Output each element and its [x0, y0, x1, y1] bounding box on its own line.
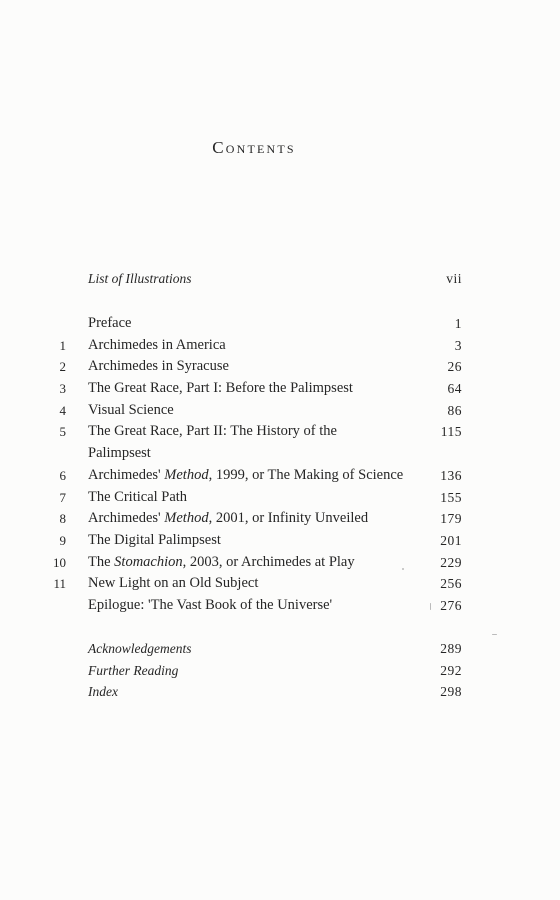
toc-entry-page: 201: [440, 532, 462, 548]
toc-entry: [52, 268, 462, 290]
toc-entry-title: Acknowledgements: [88, 641, 192, 656]
scan-speck: [402, 568, 404, 570]
toc-entry-title: The Great Race, Part I: Before the Palimpsest: [88, 380, 353, 397]
toc-entry: [52, 313, 462, 335]
toc-entry: [52, 378, 462, 400]
toc-entry-title: Index: [88, 684, 118, 700]
toc-entry: [52, 487, 462, 509]
toc-entry-page: 64: [447, 381, 462, 397]
toc-entry-number: 5: [59, 424, 66, 440]
toc-entry-number: 7: [59, 489, 66, 505]
toc-entry-title: The Great Race, Part II: The History of the: [88, 423, 337, 440]
toc-entry-title: The Digital Palimpsest: [88, 531, 221, 548]
toc-entry-page: 289: [440, 641, 462, 656]
toc-entry-title: Archimedes' Method, 1999, or The Making of Science: [88, 466, 404, 483]
toc-entry: [52, 400, 462, 422]
toc-entry-page: 26: [447, 359, 462, 375]
toc-entry-number: 9: [59, 532, 66, 548]
toc-entry-title: Visual Science: [88, 401, 174, 418]
toc-entry-page: 298: [440, 684, 462, 700]
toc-chapters: [52, 313, 462, 617]
scan-speck: [492, 634, 497, 635]
toc-entry-page: 229: [440, 554, 462, 570]
toc-entry-title-continuation: Palimpsest: [88, 445, 151, 462]
toc-entry-number: 3: [59, 381, 66, 397]
toc-entry-page: 136: [440, 467, 462, 483]
toc-entry-title: Archimedes in America: [88, 336, 226, 353]
toc-entry-title: Preface: [88, 315, 132, 331]
toc-entry-number: 1: [59, 337, 66, 353]
toc-entry: [52, 552, 462, 574]
toc-entry-page: 1: [454, 316, 462, 331]
toc-entry-number: 11: [53, 576, 66, 592]
toc-entry-page: 276: [440, 597, 462, 613]
toc-back-matter: [52, 638, 462, 703]
toc-entry-title: Epilogue: 'The Vast Book of the Universe': [88, 596, 333, 613]
page-title: Contents: [212, 138, 296, 157]
toc-entry-page: 256: [440, 576, 462, 592]
toc-entry-number: 2: [59, 359, 66, 375]
toc-entry-page: 179: [440, 511, 462, 527]
toc-entry-title: List of Illustrations: [88, 271, 192, 286]
toc-entry: [52, 465, 462, 487]
toc-entry: [52, 356, 462, 378]
toc-entry: [52, 681, 462, 703]
toc-entry-page: 115: [440, 424, 462, 440]
toc-entry: [52, 573, 462, 595]
scan-speck: [430, 603, 431, 610]
toc-entry: [52, 638, 462, 660]
toc-entry-title: New Light on an Old Subject: [88, 575, 259, 592]
toc-entry-title: Further Reading: [88, 662, 179, 678]
toc-front-matter: [52, 268, 462, 290]
toc-entry-number: 4: [59, 402, 66, 418]
toc-entry-page: 3: [454, 337, 462, 353]
toc-entry-title: The Stomachion, 2003, or Archimedes at Play: [88, 553, 355, 570]
toc-entry-page: vii: [446, 271, 462, 286]
toc-entry-title: Archimedes in Syracuse: [88, 358, 229, 375]
toc-entry-page: 155: [440, 489, 462, 505]
toc-entry: [52, 421, 462, 443]
toc-entry: [52, 508, 462, 530]
toc-entry-page: 292: [440, 662, 462, 678]
toc-entry-title: The Critical Path: [88, 488, 188, 505]
toc-entry: [52, 530, 462, 552]
toc-entry: [52, 595, 462, 617]
toc-entry-number: 8: [59, 511, 66, 527]
toc-entry-title: Archimedes' Method, 2001, or Infinity Unveiled: [88, 510, 369, 527]
toc-entry-page: 86: [447, 402, 462, 418]
toc-entry-number: 6: [59, 467, 66, 483]
toc-entry: [52, 660, 462, 682]
toc-entry-number: 10: [53, 554, 66, 570]
toc-entry: [52, 335, 462, 357]
toc-entry-continuation: [52, 443, 462, 465]
